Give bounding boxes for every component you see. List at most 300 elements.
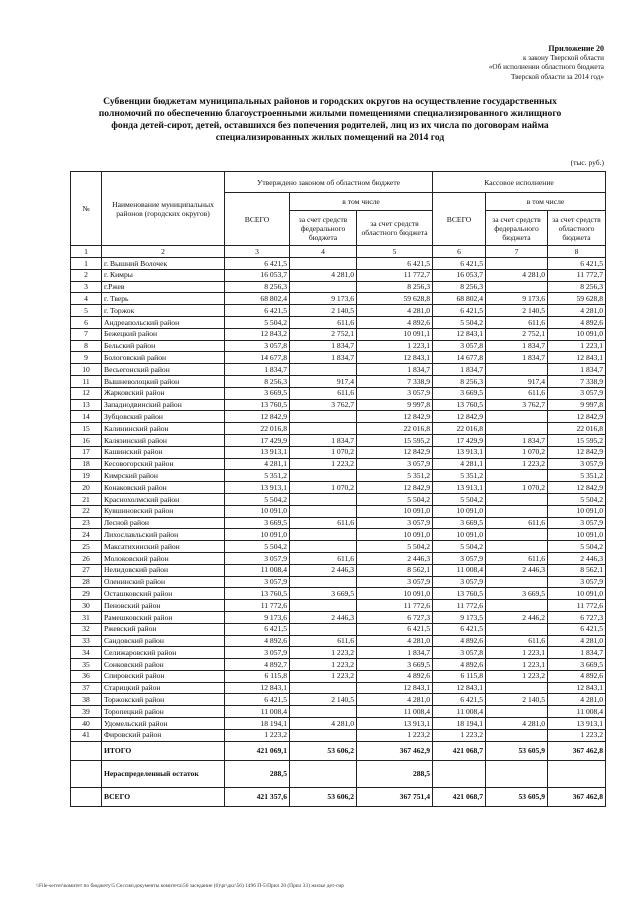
district-name: Осташковский район [102,588,225,600]
cash-federal: 2 140,5 [486,305,548,317]
cash-federal: 2 140,5 [486,694,548,706]
approved-federal: 917,4 [290,375,357,387]
approved-federal [290,470,357,482]
district-name: Пеновский район [102,600,225,612]
district-name: Селижаровский район [102,647,225,659]
annex-line-1: к закону Тверской области [522,53,604,62]
column-index: 2 [102,246,225,258]
table-row [71,588,606,600]
document-title [80,96,580,144]
row-number: 31 [71,611,102,623]
approved-regional: 13 913,1 [357,718,433,730]
approved-regional: 4 892,6 [357,670,433,682]
district-name: Сандовский район [102,635,225,647]
approved-total: 8 256,3 [225,375,290,387]
district-name: г. Вышний Волочек [102,258,225,270]
row-number: 16 [71,434,102,446]
table-row [71,706,606,718]
district-name: Весьегонский район [102,364,225,376]
approved-regional: 6 727,3 [357,611,433,623]
approved-regional: 3 669,5 [357,659,433,671]
district-name: Торжокский район [102,694,225,706]
table-row [71,281,606,293]
row-number: 17 [71,446,102,458]
approved-federal: 611,6 [290,517,357,529]
table-row [71,399,606,411]
cash-regional: 1 223,1 [548,340,606,352]
approved-federal [290,529,357,541]
approved-regional: 3 057,9 [357,517,433,529]
approved-total: 288,5 [225,760,290,787]
cash-regional: 4 281,0 [548,635,606,647]
cash-total: 13 913,1 [433,482,486,494]
cash-federal: 611,6 [486,517,548,529]
header-name: Наименование муниципальных районов (городских округов) [102,172,225,246]
district-name: Лесной район [102,517,225,529]
approved-regional: 4 281,0 [357,694,433,706]
approved-total: 17 429,9 [225,434,290,446]
cash-total: 9 173,5 [433,611,486,623]
approved-federal: 1 834,7 [290,340,357,352]
cash-federal: 917,4 [486,375,548,387]
cash-federal: 53 605,9 [486,741,548,760]
approved-total: 5 504,2 [225,541,290,553]
district-name: Старицкий район [102,682,225,694]
annex-block [384,44,604,82]
approved-federal: 2 752,1 [290,328,357,340]
table-row [71,293,606,305]
cash-federal: 53 605,9 [486,787,548,806]
approved-federal [290,576,357,588]
approved-federal: 4 281,0 [290,269,357,281]
table-row [71,623,606,635]
approved-regional: 11 772,7 [357,269,433,281]
cash-regional: 4 892,6 [548,316,606,328]
row-number: 22 [71,505,102,517]
approved-federal [290,505,357,517]
cash-federal [486,706,548,718]
table-row [71,611,606,623]
row-number: 23 [71,517,102,529]
row-number: 8 [71,340,102,352]
row-number [71,787,102,806]
table-row [71,647,606,659]
table-row [71,564,606,576]
approved-total: 1 223,2 [225,729,290,741]
approved-federal: 1 070,2 [290,482,357,494]
table-row [71,682,606,694]
cash-total: 17 429,9 [433,434,486,446]
cash-regional: 1 223,2 [548,729,606,741]
approved-federal: 2 140,5 [290,694,357,706]
row-number: 38 [71,694,102,706]
cash-federal: 1 834,7 [486,340,548,352]
row-number: 35 [71,659,102,671]
cash-total: 1 834,7 [433,364,486,376]
cash-regional: 9 997,8 [548,399,606,411]
approved-total: 3 057,9 [225,576,290,588]
cash-total: 13 913,1 [433,446,486,458]
row-number: 4 [71,293,102,305]
approved-regional: 367 751,4 [357,787,433,806]
approved-regional: 12 842,9 [357,482,433,494]
approved-total: 16 053,7 [225,269,290,281]
total-row [71,741,606,760]
district-name: Краснохолмский район [102,493,225,505]
approved-federal: 611,6 [290,552,357,564]
approved-total: 1 834,7 [225,364,290,376]
column-index: 1 [71,246,102,258]
cash-regional: 5 504,2 [548,493,606,505]
approved-regional: 3 057,9 [357,387,433,399]
approved-federal [290,423,357,435]
table-row [71,470,606,482]
row-number: 5 [71,305,102,317]
row-number: 13 [71,399,102,411]
table-row [71,694,606,706]
table-row [71,352,606,364]
district-name: Нелидовский район [102,564,225,576]
cash-total: 3 057,8 [433,647,486,659]
cash-regional: 22 016,8 [548,423,606,435]
cash-federal: 611,6 [486,552,548,564]
cash-federal: 4 281,0 [486,718,548,730]
approved-total: 6 421,5 [225,305,290,317]
header-cash-total: ВСЕГО [433,193,486,246]
table-body [71,246,606,807]
approved-federal: 611,6 [290,387,357,399]
table-row [71,316,606,328]
approved-federal [290,541,357,553]
approved-federal [290,493,357,505]
cash-total: 12 843,1 [433,328,486,340]
header-approved-total: ВСЕГО [225,193,290,246]
cash-regional: 13 913,1 [548,718,606,730]
row-number: 40 [71,718,102,730]
table-row [71,482,606,494]
cash-federal [486,541,548,553]
table-row [71,446,606,458]
district-name: г. Тверь [102,293,225,305]
approved-federal: 3 669,5 [290,588,357,600]
approved-federal: 4 281,0 [290,718,357,730]
cash-total: 3 057,9 [433,552,486,564]
district-name: Молоковский район [102,552,225,564]
table-row [71,423,606,435]
approved-federal [290,729,357,741]
cash-total: 3 669,5 [433,387,486,399]
row-number: 41 [71,729,102,741]
cash-total: 6 421,5 [433,694,486,706]
approved-federal: 3 762,7 [290,399,357,411]
cash-regional: 12 843,1 [548,682,606,694]
approved-total: 12 843,1 [225,682,290,694]
cash-federal: 2 752,1 [486,328,548,340]
row-number: 30 [71,600,102,612]
cash-regional: 10 091,0 [548,328,606,340]
cash-total: 11 008,4 [433,706,486,718]
approved-regional: 1 834,7 [357,647,433,659]
district-name: Калининский район [102,423,225,435]
cash-regional: 8 562,1 [548,564,606,576]
cash-federal [486,493,548,505]
approved-regional: 12 843,1 [357,682,433,694]
district-name: Нераспределенный остаток [102,760,225,787]
row-number: 20 [71,482,102,494]
approved-total: 6 421,5 [225,258,290,270]
column-index: 7 [486,246,548,258]
approved-federal [290,623,357,635]
row-number: 12 [71,387,102,399]
cash-federal: 1 070,2 [486,446,548,458]
approved-federal [290,281,357,293]
header-approved: Утверждено законом об областном бюджете [225,172,433,193]
cash-federal: 1 070,2 [486,482,548,494]
cash-total: 4 892,6 [433,659,486,671]
cash-regional [548,760,606,787]
cash-total: 6 115,8 [433,670,486,682]
cash-regional: 367 462,8 [548,787,606,806]
annex-title: Приложение 20 [548,44,604,53]
cash-regional: 11 772,6 [548,600,606,612]
cash-total: 4 892,6 [433,635,486,647]
cash-total: 4 281,1 [433,458,486,470]
row-number: 29 [71,588,102,600]
cash-regional: 5 351,2 [548,470,606,482]
cash-total: 10 091,0 [433,529,486,541]
approved-total: 13 913,1 [225,446,290,458]
approved-federal: 1 223,2 [290,670,357,682]
cash-federal: 1 223,1 [486,647,548,659]
approved-federal: 1 223,2 [290,659,357,671]
approved-regional: 22 016,8 [357,423,433,435]
approved-total: 10 091,0 [225,505,290,517]
header-cash-regional: за счет средств областного бюджета [548,211,606,246]
unit-label: (тыс. руб.) [570,158,604,167]
column-index: 6 [433,246,486,258]
cash-total: 421 068,7 [433,741,486,760]
district-name: Максатихинский район [102,541,225,553]
cash-regional: 1 834,7 [548,364,606,376]
cash-regional: 3 057,9 [548,576,606,588]
district-name: Торопецкий район [102,706,225,718]
approved-regional: 1 223,1 [357,340,433,352]
approved-federal [290,600,357,612]
table-row [71,552,606,564]
row-number: 25 [71,541,102,553]
district-name: Кесовогорский район [102,458,225,470]
district-name: Оленинский район [102,576,225,588]
cash-total: 12 842,9 [433,411,486,423]
cash-federal: 1 834,7 [486,434,548,446]
approved-federal: 1 223,2 [290,458,357,470]
approved-total: 5 504,2 [225,316,290,328]
cash-total: 12 843,1 [433,682,486,694]
cash-regional: 10 091,0 [548,529,606,541]
cash-federal: 3 669,5 [486,588,548,600]
cash-total: 3 057,9 [433,576,486,588]
column-index-row [71,246,606,258]
approved-regional: 3 057,9 [357,458,433,470]
approved-total: 22 016,8 [225,423,290,435]
approved-federal: 9 173,6 [290,293,357,305]
cash-federal [486,576,548,588]
approved-regional: 6 421,5 [357,258,433,270]
row-number: 27 [71,564,102,576]
cash-federal: 2 446,3 [486,564,548,576]
cash-regional: 15 595,2 [548,434,606,446]
row-number: 26 [71,552,102,564]
approved-federal: 2 140,5 [290,305,357,317]
approved-federal: 1 070,2 [290,446,357,458]
cash-regional: 59 628,8 [548,293,606,305]
cash-regional: 1 834,7 [548,647,606,659]
approved-total: 9 173,6 [225,611,290,623]
header-cash-including: в том числе [486,193,606,211]
cash-regional: 4 281,0 [548,694,606,706]
approved-total: 3 669,5 [225,517,290,529]
approved-regional: 367 462,9 [357,741,433,760]
table-row [71,340,606,352]
cash-federal [486,529,548,541]
header-approved-including: в том числе [290,193,433,211]
cash-regional: 3 669,5 [548,659,606,671]
district-name: Лихославльский район [102,529,225,541]
cash-regional: 10 091,0 [548,588,606,600]
cash-regional: 6 421,5 [548,258,606,270]
title-line-4: специализированных жилых помещений на 2014 год [215,132,445,143]
district-name: Кимрский район [102,470,225,482]
district-name: Жарковский район [102,387,225,399]
cash-federal [486,760,548,787]
cash-total: 5 504,2 [433,541,486,553]
cash-regional: 5 504,2 [548,541,606,553]
cash-regional: 2 446,3 [548,552,606,564]
approved-total: 5 504,2 [225,493,290,505]
approved-regional: 8 256,3 [357,281,433,293]
approved-regional: 59 628,8 [357,293,433,305]
district-name: Ржевский район [102,623,225,635]
approved-regional: 12 843,1 [357,352,433,364]
row-number: 37 [71,682,102,694]
approved-regional: 4 892,6 [357,316,433,328]
cash-federal [486,411,548,423]
cash-federal: 9 173,6 [486,293,548,305]
row-number: 33 [71,635,102,647]
cash-federal [486,600,548,612]
approved-regional: 10 091,0 [357,529,433,541]
district-name: Калязинский район [102,434,225,446]
cash-total: 18 194,1 [433,718,486,730]
header-cash-federal: за счет средств федерального бюджета [486,211,548,246]
district-name: Спировский район [102,670,225,682]
annex-line-3: Тверской области за 2014 год» [511,72,604,81]
column-index: 8 [548,246,606,258]
table-row [71,517,606,529]
approved-federal: 53 606,2 [290,741,357,760]
approved-total: 5 351,2 [225,470,290,482]
cash-regional: 367 462,8 [548,741,606,760]
approved-total: 11 008,4 [225,564,290,576]
approved-regional: 12 842,9 [357,411,433,423]
header-cash: Кассовое исполнение [433,172,606,193]
district-name: Сонковский район [102,659,225,671]
approved-total: 18 194,1 [225,718,290,730]
district-name: Зубцовский район [102,411,225,423]
approved-federal: 1 834,7 [290,352,357,364]
approved-total: 6 115,8 [225,670,290,682]
unallocated-row [71,760,606,787]
approved-regional: 5 351,2 [357,470,433,482]
row-number: 15 [71,423,102,435]
cash-total: 13 760,5 [433,588,486,600]
district-name: Бежецкий район [102,328,225,340]
district-name: Вышневолоцкий район [102,375,225,387]
approved-total: 68 802,4 [225,293,290,305]
approved-total: 421 357,6 [225,787,290,806]
district-name: Конаковский район [102,482,225,494]
row-number: 32 [71,623,102,635]
cash-federal: 2 446,2 [486,611,548,623]
row-number: 19 [71,470,102,482]
cash-regional: 6 421,5 [548,623,606,635]
district-name: г. Кимры [102,269,225,281]
cash-federal: 611,6 [486,635,548,647]
approved-regional: 10 091,0 [357,505,433,517]
approved-federal [290,706,357,718]
approved-regional: 5 504,2 [357,541,433,553]
header-approved-federal: за счет средств федерального бюджета [290,211,357,246]
cash-regional: 12 842,9 [548,482,606,494]
column-index: 4 [290,246,357,258]
table-row [71,505,606,517]
approved-total: 421 069,1 [225,741,290,760]
cash-total [433,760,486,787]
cash-regional: 12 842,9 [548,411,606,423]
approved-total: 14 677,8 [225,352,290,364]
approved-total: 13 760,5 [225,588,290,600]
district-name: ИТОГО [102,741,225,760]
cash-total: 11 772,6 [433,600,486,612]
table-row [71,659,606,671]
cash-total: 5 504,2 [433,316,486,328]
approved-total: 8 256,3 [225,281,290,293]
approved-regional: 11 008,4 [357,706,433,718]
row-number: 14 [71,411,102,423]
row-number: 2 [71,269,102,281]
approved-regional: 11 772,6 [357,600,433,612]
row-number: 6 [71,316,102,328]
table-row [71,364,606,376]
cash-regional: 11 008,4 [548,706,606,718]
cash-federal [486,258,548,270]
approved-federal [290,682,357,694]
cash-total: 11 008,4 [433,564,486,576]
table-row [71,258,606,270]
cash-federal: 1 834,7 [486,352,548,364]
cash-total: 3 057,8 [433,340,486,352]
approved-total: 13 760,5 [225,399,290,411]
cash-regional: 4 281,0 [548,305,606,317]
cash-federal [486,623,548,635]
row-number: 39 [71,706,102,718]
header-num: № [71,172,102,246]
cash-regional: 10 091,0 [548,505,606,517]
approved-total: 10 091,0 [225,529,290,541]
approved-total: 13 913,1 [225,482,290,494]
approved-total: 4 281,1 [225,458,290,470]
cash-federal: 611,6 [486,316,548,328]
